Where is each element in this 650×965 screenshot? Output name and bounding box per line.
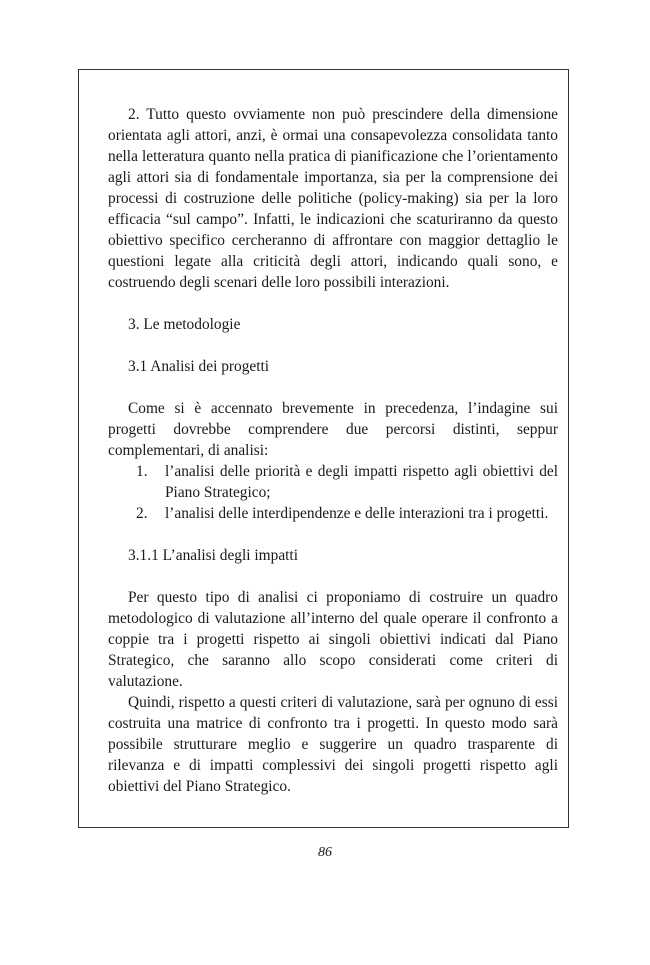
heading-methodologies: 3. Le metodologie bbox=[128, 316, 241, 333]
paragraph-comparison-matrix: Quindi, rispetto a questi criteri di valutazione, sarà per ognuno di essi costruita una matrice di confronto tra i progetti. In questo modo sarà possibile strutturare meglio e suggerire un quadro trasparente di rilevanza e di impatti complessivi dei singoli progetti rispetto agli obiettivi del Piano Strategico. bbox=[108, 694, 558, 795]
list-item-number: 2. bbox=[136, 505, 148, 522]
paragraph-actors: 2. Tutto questo ovviamente non può prescindere della dimensione orientata agli attori, anzi, è ormai una consapevolezza consolidata tanto nella letteratura quanto nella pratica di pianificazione che l’orientamento agli attori sia di fondamentale importanza, sia per la comprensione dei processi di costruzione delle politiche (policy-making) sia per la loro efficacia “sul campo”. Infatti, le indicazioni che scaturiranno da questo obiettivo specifico cercheranno di affrontare con maggior dettaglio le questioni legate alla criticità degli attori, indicando quali sono, e costruendo degli scenari delle loro possibili interazioni. bbox=[108, 106, 558, 291]
page-number: 86 bbox=[318, 845, 332, 860]
list-item-text: l’analisi delle interdipendenze e delle interazioni tra i progetti. bbox=[165, 505, 549, 522]
paragraph-project-survey: Come si è accennato brevemente in precedenza, l’indagine sui progetti dovrebbe comprendere due percorsi distinti, seppur complementari, di analisi: bbox=[108, 400, 558, 459]
heading-project-analysis: 3.1 Analisi dei progetti bbox=[128, 358, 270, 375]
list-item bbox=[108, 461, 558, 503]
list-item-text: l’analisi delle priorità e degli impatti rispetto agli obiettivi del Piano Strategico; bbox=[165, 463, 558, 501]
paragraph-methodological-framework: Per questo tipo di analisi ci proponiamo di costruire un quadro metodologico di valutazione all’interno del quale operare il confronto a coppie tra i progetti rispetto ai singoli obiettivi indicati dal Piano Strategico, che saranno allo scopo considerati come criteri di valutazione. bbox=[108, 589, 558, 690]
heading-impact-analysis: 3.1.1 L’analisi degli impatti bbox=[128, 547, 298, 564]
analysis-list bbox=[108, 461, 558, 524]
page-content bbox=[108, 104, 558, 797]
list-item bbox=[108, 503, 558, 524]
list-item-number: 1. bbox=[136, 463, 148, 480]
